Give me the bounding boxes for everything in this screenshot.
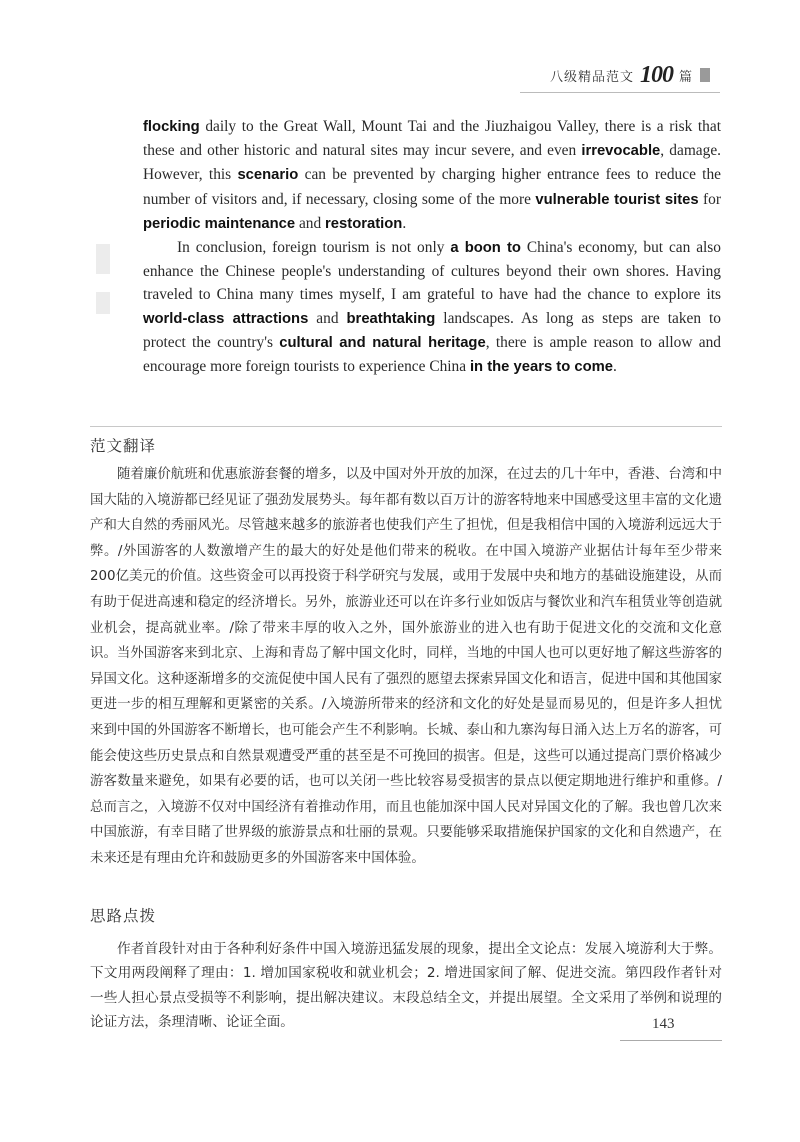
margin-mark [96,244,110,274]
book-series-number: 100 [639,61,673,88]
text-segment: , there is ample reason to allow and encourage more foreign tourists to experience China [143,333,721,376]
translation-text: 随着廉价航班和优惠旅游套餐的增多，以及中国对外开放的加深，在过去的几十年中，香港、台湾和中国大陆的入境游都已经见证了强劲发展势头。每年都有数以百万计的游客特地来中国感受这里丰富的文化遗产和大自然的秀丽风光。尽管越来越多的旅游者也使我们产生了担忧，但是我相信中国的入境游利远远大于弊。/外国游客的人数激增产生的最大的好处是他们带来的税收。在中国入境游产业据估计每年至少带来200亿美元的价值。这些资金可以再投资于科学研究与发展，或用于发展中央和地方的基础设施建设，从而有助于促进高速和稳定的经济增长。另外，旅游业还可以在许多行业如饭店与餐饮业和汽车租赁业等创造就业机会，提高就业率。/除了带来丰厚的收入之外，国外旅游业的进入也有助于促进文化的交流和文化意识。当外国游客来到北京、上海和青岛了解中国文化时，同样，当地的中国人也可以更好地了解这些游客的异国文化。这种逐渐增多的交流促使中国人民有了强烈的愿望去探索异国文化和语言，促进中国和其他国家更进一步的相互理解和更紧密的关系。/入境游所带来的经济和文化的好处是显而易见的，但是许多人担忧来到中国的外国游客不断增长，也可能会产生不利影响。长城、泰山和九寨沟每日涌入达上万名的游客，可能会使这些历史景点和自然景观遭受严重的甚至是不可挽回的损害。但是，这些可以通过提高门票价格减少游客数量来避免，如果有必要的话，也可以关闭一些比较容易受损害的景点以便定期地进行维护和重修。/总而言之，入境游不仅对中国经济有着推动作用，而且也能加深中国人民对异国文化的了解。我也曾几次来中国旅游，有幸目睹了世界级的旅游景点和壮丽的景观。只要能够采取措施保护国家的文化和自然遗产，在未来还是有理由允许和鼓励更多的外国游客来中国体验。 [90,467,722,866]
vocab-term: irrevocable [581,143,661,160]
english-paragraph [143,236,721,379]
page-number: 143 [652,1016,675,1032]
analysis-heading: 思路点拨 [90,907,157,925]
text-segment: can be prevented by charging higher entrance fees to reduce the number of visitors and, if necessary, closing some of the more [143,166,721,208]
vocab-term: scenario [237,167,299,184]
text-segment: landscapes. As long as steps are taken to protect the country's [143,309,722,351]
header-block-mark [700,68,710,82]
english-passage [143,115,721,379]
text-segment: daily to the Great Wall, Mount Tai and the Jiuzhaigou Valley, there is a risk that these and other historic and natural sites may incur severe, and even [143,118,721,160]
vocab-term: cultural and natural heritage [279,334,486,351]
text-segment: China's economy, but can also enhance the Chinese people's understanding of cultures beyond their own shores. Having traveled to China many times myself, I am grateful to have had the chance to explore its [143,239,721,304]
vocab-term: periodic maintenance [143,215,296,232]
translation-heading: 范文翻译 [90,437,157,455]
margin-mark [96,292,110,314]
text-segment: and [308,309,347,327]
text-segment: for [698,190,722,208]
vocab-term: in the years to come [469,359,614,376]
vocab-term: world-class attractions [143,310,309,327]
text-segment: . [402,214,407,232]
vocab-term: a boon to [450,240,521,257]
analysis-text: 作者首段针对由于各种利好条件中国入境游迅猛发展的现象，提出全文论点：发展入境游利大于弊。下文用两段阐释了理由：1. 增加国家税收和就业机会；2. 增进国家间了解、促进交流。第四段作者针对一些人担心景点受损等不利影响，提出解决建议。末段总结全文，并提出展望。全文采用了举例和说理的论证方法，条理清晰、论证全面。 [90,941,722,1031]
book-series-title: 八级精品范文 [549,69,634,85]
english-paragraph [143,115,721,236]
text-segment: . [613,358,617,376]
text-segment: and [295,214,326,232]
vocab-term: breathtaking [346,310,436,327]
text-segment: In conclusion, foreign tourism is not only [177,239,451,257]
running-header [550,62,710,88]
footer-rule [620,1040,722,1041]
vocab-term: vulnerable tourist sites [535,191,699,208]
book-series-unit: 篇 [678,69,692,85]
vocab-term: flocking [143,119,200,135]
passage-divider [90,426,722,427]
text-segment: , damage. However, this [143,142,721,184]
header-rule [520,92,720,93]
vocab-term: restoration [325,215,403,232]
